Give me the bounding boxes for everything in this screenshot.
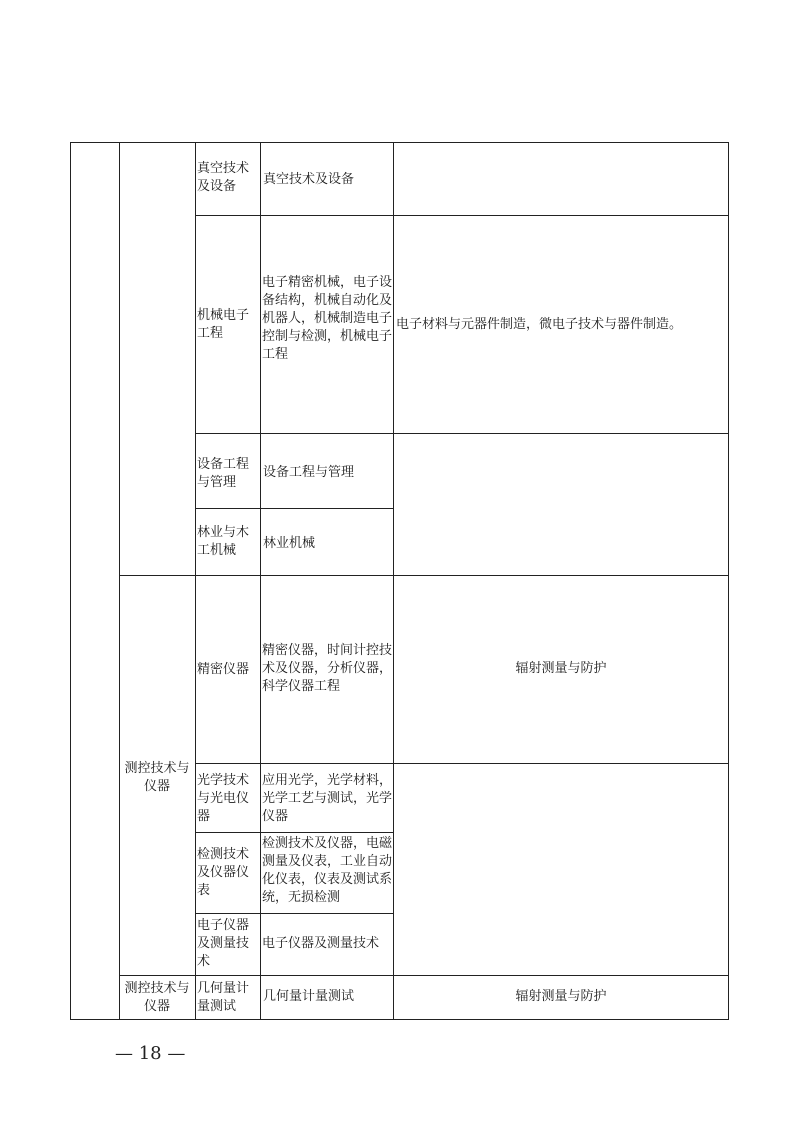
page-number: — 18 —: [115, 1043, 186, 1064]
cell-col4-row2: 电子精密机械，电子设备结构，机械自动化及机器人，机械制造电子控制与检测，机械电子工程: [262, 275, 393, 362]
cell-col3-row2: 机械电子工程: [197, 308, 250, 341]
group-label: 测控技术与仪器: [124, 761, 190, 794]
cell-col3-row1: 真空技术及设备: [197, 161, 250, 194]
cell-col4-row1: 真空技术及设备: [263, 172, 355, 187]
cell-col4-row9: 几何量计量测试: [263, 989, 355, 1004]
cell-col5-row9: 辐射测量与防护: [515, 989, 607, 1004]
cell-col3-row3: 设备工程与管理: [197, 457, 250, 490]
cell-col4-row7: 检测技术及仪器，电磁测量及仪表，工业自动化仪表，仪表及测试系统，无损检测: [262, 836, 393, 905]
cell-col3-row7: 检测技术及仪器仪表: [197, 847, 250, 898]
cell-col4-row4: 林业机械: [263, 536, 316, 551]
cell-col2-row9: 测控技术与仪器: [124, 981, 190, 1014]
cell-col4-row6: 应用光学，光学材料，光学工艺与测试，光学仪器: [262, 773, 393, 824]
cell-col4-row5: 精密仪器，时间计控技术及仪器，分析仪器，科学仪器工程: [262, 643, 393, 694]
cell-col3-row5: 精密仪器: [197, 662, 250, 677]
cell-col3-row6: 光学技术与光电仪器: [197, 773, 250, 824]
cell-col4-row3: 设备工程与管理: [263, 465, 355, 480]
cell-col3-row4: 林业与木工机械: [197, 525, 250, 558]
cell-col3-row8: 电子仪器及测量技术: [197, 918, 250, 969]
cell-col5-row5: 辐射测量与防护: [515, 661, 607, 676]
cell-col5-row2: 电子材料与元器件制造，微电子技术与器件制造。: [396, 317, 683, 332]
cell-col4-row8: 电子仪器及测量技术: [262, 936, 380, 951]
cell-col3-row9: 几何量计量测试: [197, 981, 250, 1014]
